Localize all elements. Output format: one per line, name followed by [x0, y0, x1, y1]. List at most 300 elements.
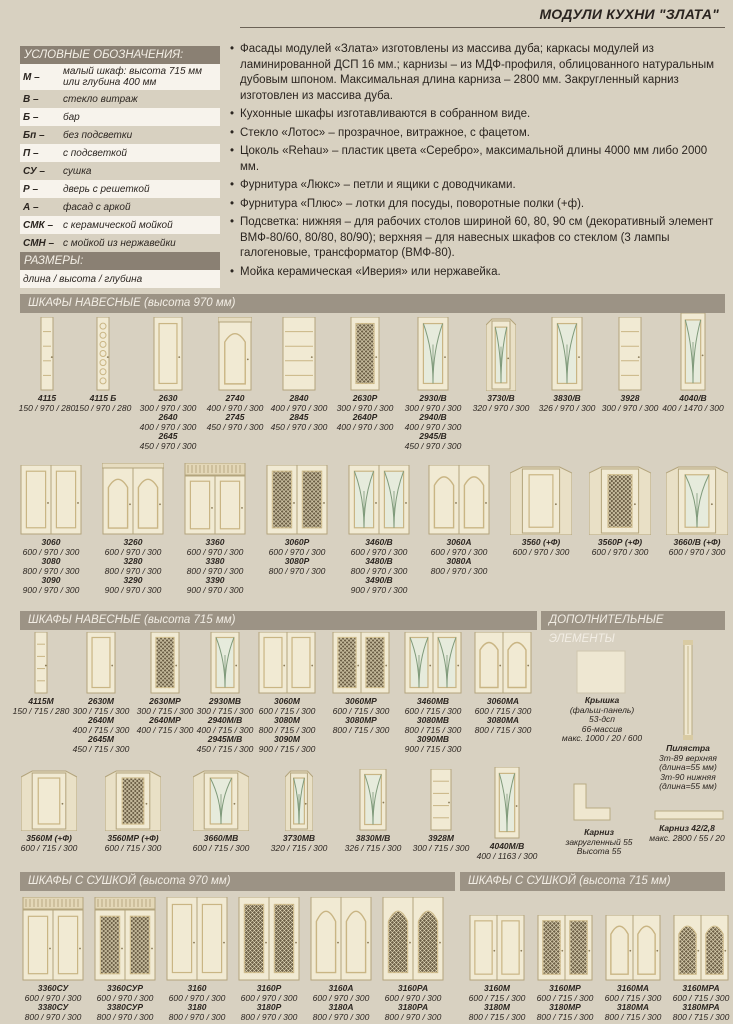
cabinet-drawing [469, 915, 525, 981]
cabinet-drawing [474, 632, 532, 694]
item-size: 600 / 970 / 300 [668, 546, 726, 557]
item-size: 400 / 715 / 300 [136, 724, 194, 735]
bullet-icon: • [230, 265, 235, 278]
cabinet-drawing [102, 463, 164, 535]
item-size: 600 / 970 / 300 [312, 992, 370, 1003]
cabinet-item [326, 633, 396, 735]
cabinet-item [398, 316, 468, 451]
item-size: 150 / 715 / 280 [12, 705, 70, 716]
cabinet-drawing [551, 317, 583, 391]
item-size: 400 / 1163 / 300 [476, 850, 538, 861]
item-code: 3460МВ [416, 696, 450, 706]
cabinet-item [424, 462, 494, 576]
item-size: 800 / 970 / 300 [268, 565, 326, 576]
cabinet-drawing [605, 915, 661, 981]
item-size: 800 / 715 / 300 [404, 724, 462, 735]
karniz42-caption [644, 824, 730, 843]
item-code: 2630Р [352, 393, 378, 403]
cabinet-drawing [153, 317, 183, 391]
legend-text: с мойкой из нержавейки [63, 237, 176, 249]
item-size: 600 / 970 / 300 [240, 992, 298, 1003]
item-size: 600 / 970 / 300 [168, 992, 226, 1003]
item-size: 300 / 970 / 300 [336, 402, 394, 413]
item-code: 3830М/В [355, 833, 391, 843]
item-code: 4115М [28, 696, 54, 706]
item-code: 3060 [41, 537, 61, 547]
item-code: 2630 [158, 393, 178, 403]
item-size: 600 / 970 / 300 [96, 992, 154, 1003]
item-size: 800 / 715 / 300 [258, 724, 316, 735]
kryshka-caption [554, 696, 650, 744]
item-code: 2930/В [419, 393, 447, 403]
item-size: 800 / 970 / 300 [168, 1011, 226, 1022]
item-code: 3060Р [284, 537, 310, 547]
corner-cabinet-drawing [193, 769, 249, 831]
item-size: 600 / 715 / 300 [192, 842, 250, 853]
item-code: 2845 [289, 412, 309, 422]
legend-row [20, 126, 220, 144]
corner-cabinet-drawing [285, 769, 313, 831]
section-hanging-715: ШКАФЫ НАВЕСНЫЕ (высота 715 мм) [20, 611, 537, 630]
item-size: 800 / 715 / 300 [468, 1011, 526, 1022]
pilyastra-shape [682, 640, 694, 740]
item-code: 3480/В [365, 556, 393, 566]
cabinet-item [530, 894, 600, 1022]
row-drying [20, 894, 730, 1022]
item-code: 3160 [187, 983, 207, 993]
note-text: Подсветка: нижняя – для рабочих столов шириной 60, 80, 90 см (декоративный элемент ВМФ-80/60, 80/80, 80/90); верхняя – для навесных шкафов со стеклом (3 лампы галогеновые, трансформатор (ВМФ-80). [240, 216, 714, 259]
item-code: 2940М/В [207, 715, 243, 725]
cabinet-item [344, 462, 414, 595]
cabinet-item [472, 770, 542, 861]
legend-row [20, 198, 220, 216]
row-hanging-970-b [10, 462, 730, 612]
cabinet-drawing [430, 769, 452, 831]
item-code: 3280 [123, 556, 143, 566]
row-hanging-715-b [14, 770, 538, 870]
extra-caption-line: (длина=55 мм) [659, 762, 717, 772]
item-size: 300 / 715 / 300 [72, 705, 130, 716]
cabinet-item [190, 633, 260, 754]
item-code: 3080 [41, 556, 61, 566]
cabinet-item [186, 770, 256, 853]
item-size: 300 / 970 / 300 [139, 402, 197, 413]
item-size: 600 / 970 / 300 [350, 546, 408, 557]
cabinet-item [330, 316, 400, 432]
note-text: Цоколь «Rehau» – пластик цвета «Серебро», максимальной длины 4000 мм либо 2000 мм. [240, 145, 708, 173]
corner-cabinet-drawing [21, 769, 77, 831]
legend-text: стекло витраж [63, 93, 138, 105]
item-size: 600 / 970 / 300 [268, 546, 326, 557]
item-code: 3360СУР [106, 983, 144, 993]
bullet-icon: • [230, 216, 235, 228]
section-drying-970: ШКАФЫ С СУШКОЙ (высота 970 мм) [20, 872, 455, 891]
item-code: 2840 [289, 393, 309, 403]
item-code: 3160МРА [682, 983, 720, 993]
item-code: 2630МР [149, 696, 181, 706]
note-text: Фурнитура «Люкс» – петли и ящики с доводчиками. [240, 179, 516, 191]
item-code: 3080Р [284, 556, 310, 566]
item-size: 900 / 970 / 300 [186, 584, 244, 595]
karniz55-shape [570, 780, 614, 824]
item-code: 2640М [88, 715, 114, 725]
item-code: 2645 [158, 431, 178, 441]
extra-caption-line: (длина=55 мм) [659, 781, 717, 791]
item-code: 2740 [225, 393, 245, 403]
item-size: 400 / 1470 / 300 [662, 402, 724, 413]
item-size: 800 / 970 / 300 [350, 565, 408, 576]
cabinet-item [16, 462, 86, 595]
item-size: 600 / 970 / 300 [591, 546, 649, 557]
cabinet-item [14, 770, 84, 853]
item-code: 3090М [274, 734, 300, 744]
section-drying-715: ШКАФЫ С СУШКОЙ (высота 715 мм) [460, 872, 725, 891]
note-item [230, 197, 725, 213]
item-code: 3160М [484, 983, 510, 993]
section-hanging-970: ШКАФЫ НАВЕСНЫЕ (высота 970 мм) [20, 294, 725, 313]
item-code: 3180МР [549, 1002, 581, 1012]
extra-caption-line: Высота 55 [576, 846, 622, 856]
section-extra-elements: ДОПОЛНИТЕЛЬНЫЕ ЭЛЕМЕНТЫ [541, 611, 725, 630]
cabinet-drawing [350, 317, 380, 391]
item-size: 600 / 715 / 300 [104, 842, 162, 853]
item-size: 320 / 970 / 300 [472, 402, 530, 413]
cabinet-drawing [359, 769, 387, 831]
cabinet-drawing [150, 632, 180, 694]
item-code: 3260 [123, 537, 143, 547]
item-size: 600 / 715 / 300 [474, 705, 532, 716]
item-code: 3160РА [397, 983, 429, 993]
extra-caption-line: макс. 2800 / 55 / 20 [649, 832, 725, 843]
item-code: 2945М/В [207, 734, 243, 744]
legend-row [20, 234, 220, 252]
note-item [230, 265, 725, 281]
item-size: 450 / 715 / 300 [196, 743, 254, 754]
item-size: 900 / 715 / 300 [258, 743, 316, 754]
legend-row [20, 64, 220, 90]
item-code: 2940/В [419, 412, 447, 422]
note-text: Стекло «Лотос» – прозрачное, витражное, с фацетом. [240, 126, 530, 139]
item-size: 800 / 970 / 300 [384, 1011, 442, 1022]
item-size: 150 / 970 / 280 [18, 402, 76, 413]
cabinet-drawing [680, 313, 706, 391]
cabinet-item [200, 316, 270, 432]
item-size: 450 / 970 / 300 [404, 440, 462, 451]
item-size: 300 / 715 / 300 [196, 705, 254, 716]
item-code: 3090МВ [416, 734, 450, 744]
cabinet-drawing [382, 897, 444, 981]
extra-caption-line: Пилястра [666, 743, 710, 753]
item-code: 3360СУ [37, 983, 69, 993]
legend-rows [20, 64, 220, 252]
legend-text: фасад с аркой [63, 201, 131, 213]
item-size: 800 / 715 / 300 [332, 724, 390, 735]
cabinet-item [666, 894, 733, 1022]
corner-cabinet-drawing [666, 465, 728, 535]
item-code: 3380СУР [106, 1002, 144, 1012]
legend-text: сушка [63, 165, 92, 177]
legend-code: М – [23, 71, 40, 83]
legend-text: с керамической мойкой [63, 219, 173, 231]
cabinet-drawing [210, 632, 240, 694]
item-code: 3080МА [486, 715, 520, 725]
item-code: 2745 [225, 412, 245, 422]
legend-code: А – [23, 201, 39, 213]
item-size: 600 / 715 / 300 [468, 992, 526, 1003]
item-code: 3180Р [256, 1002, 282, 1012]
note-item [230, 144, 725, 175]
item-code: 3060МА [486, 696, 520, 706]
item-size: 600 / 715 / 300 [404, 705, 462, 716]
item-size: 400 / 970 / 300 [139, 421, 197, 432]
item-code: 3080А [446, 556, 472, 566]
cabinet-item [398, 633, 468, 754]
item-size: 800 / 970 / 300 [104, 565, 162, 576]
item-code: 3360 [205, 537, 225, 547]
cabinet-drawing [417, 317, 449, 391]
extra-caption-line: закругленный 55 [565, 836, 633, 847]
item-size: 800 / 970 / 300 [22, 565, 80, 576]
cabinet-item [98, 770, 168, 853]
item-size: 800 / 970 / 300 [430, 565, 488, 576]
cabinet-item [98, 462, 168, 595]
bullet-icon: • [230, 43, 235, 55]
cabinet-item [66, 633, 136, 754]
item-size: 600 / 970 / 300 [24, 992, 82, 1003]
item-size: 600 / 715 / 300 [604, 992, 662, 1003]
cabinet-item [18, 894, 88, 1022]
item-code: 2640МР [149, 715, 181, 725]
title-divider [240, 27, 725, 28]
cabinet-drawing [86, 632, 116, 694]
item-size: 800 / 970 / 300 [96, 1011, 154, 1022]
note-item [230, 178, 725, 194]
item-size: 600 / 970 / 300 [430, 546, 488, 557]
extra-caption-line: 66-массив [581, 723, 623, 734]
cabinet-drawing [537, 915, 593, 981]
item-code: 3180МРА [682, 1002, 720, 1012]
corner-cabinet-drawing [486, 317, 516, 391]
item-size: 800 / 715 / 300 [672, 1011, 730, 1022]
item-size: 326 / 715 / 300 [344, 842, 402, 853]
extra-elements [550, 640, 730, 870]
item-size: 900 / 715 / 300 [404, 743, 462, 754]
cabinet-drawing [166, 897, 228, 981]
item-code: 2930МВ [208, 696, 242, 706]
legend-heading: УСЛОВНЫЕ ОБОЗНАЧЕНИЯ: [20, 46, 220, 64]
cabinet-drawing [218, 317, 252, 391]
item-code: 4040/В [679, 393, 707, 403]
item-code: 3160МА [616, 983, 650, 993]
legend-row [20, 162, 220, 180]
item-code: 2630М [88, 696, 114, 706]
cabinet-item [406, 770, 476, 853]
item-size: 600 / 970 / 300 [186, 546, 244, 557]
item-code: 3160Р [256, 983, 282, 993]
cabinet-drawing [40, 317, 54, 391]
legend-code: В – [23, 93, 39, 105]
cabinet-drawing [404, 632, 462, 694]
item-code: 3560 (+Ф) [521, 537, 561, 547]
cabinet-drawing [266, 465, 328, 535]
item-size: 800 / 715 / 300 [536, 1011, 594, 1022]
cabinet-item [466, 316, 536, 413]
bullet-icon: • [230, 145, 235, 157]
item-code: 3080МВ [416, 715, 450, 725]
item-size: 900 / 970 / 300 [350, 584, 408, 595]
note-item [230, 215, 725, 262]
corner-cabinet-drawing [510, 465, 572, 535]
item-code: 3180А [328, 1002, 354, 1012]
cabinet-item [658, 316, 728, 413]
cabinet-drawing [238, 897, 300, 981]
item-code: 3180МА [616, 1002, 650, 1012]
legend-row [20, 90, 220, 108]
item-code: 3290 [123, 575, 143, 585]
cabinet-item [598, 894, 668, 1022]
cabinet-drawing [618, 317, 642, 391]
corner-cabinet-drawing [589, 465, 651, 535]
legend-text: без подсветки [63, 129, 133, 141]
note-item [230, 126, 725, 142]
cabinet-item [162, 894, 232, 1022]
item-size: 400 / 970 / 300 [404, 421, 462, 432]
item-size: 300 / 715 / 300 [136, 705, 194, 716]
item-code: 3060МР [345, 696, 377, 706]
item-size: 320 / 715 / 300 [270, 842, 328, 853]
bullet-icon: • [230, 126, 235, 139]
item-code: 3380СУ [37, 1002, 69, 1012]
legend-code: Р – [23, 183, 39, 195]
legend-code: Б – [23, 111, 39, 123]
item-code: 3060М [274, 696, 300, 706]
cabinet-item [585, 462, 655, 557]
cabinet-item [532, 316, 602, 413]
karniz55-caption [556, 828, 642, 857]
cabinet-item [378, 894, 448, 1022]
note-item [230, 107, 725, 123]
item-code: 3390 [205, 575, 225, 585]
item-size: 400 / 970 / 300 [206, 402, 264, 413]
legend-row [20, 144, 220, 162]
item-size: 450 / 970 / 300 [139, 440, 197, 451]
item-code: 3060А [446, 537, 472, 547]
cabinet-drawing [34, 632, 48, 694]
item-code: 3660/МВ [203, 833, 239, 843]
note-text: Фурнитура «Плюс» – лотки для посуды, поворотные полки (+ф). [240, 197, 585, 210]
item-code: 3560Р (+Ф) [597, 537, 643, 547]
cabinet-item [338, 770, 408, 853]
item-size: 400 / 715 / 300 [196, 724, 254, 735]
item-code: 2945/В [419, 431, 447, 441]
sizes-text: длина / высота / глубина [23, 273, 143, 285]
extra-caption-line: (фальш-панель) [569, 704, 635, 715]
extra-caption-line: 3т-90 нижняя [660, 771, 716, 782]
sizes-text-row [20, 270, 220, 288]
extra-caption-line: макс. 1000 / 20 / 600 [561, 733, 643, 743]
cabinet-drawing [494, 767, 520, 839]
cabinet-drawing [94, 897, 156, 981]
cabinet-item [264, 316, 334, 432]
item-size: 450 / 715 / 300 [72, 743, 130, 754]
item-code: 3660/В (+Ф) [673, 537, 721, 547]
kryshka-panel [576, 650, 626, 694]
item-size: 300 / 715 / 300 [412, 842, 470, 853]
cabinet-item [133, 316, 203, 451]
cabinet-drawing [22, 897, 84, 981]
item-size: 150 / 970 / 280 [74, 402, 132, 413]
item-code: 3928М [428, 833, 454, 843]
legend-code: Бп – [23, 129, 45, 141]
item-size: 600 / 715 / 300 [258, 705, 316, 716]
item-size: 800 / 715 / 300 [604, 1011, 662, 1022]
pilyastra-caption [648, 744, 728, 792]
item-code: 3380 [205, 556, 225, 566]
cabinet-item [234, 894, 304, 1022]
karniz42-shape [654, 808, 724, 822]
item-size: 400 / 715 / 300 [72, 724, 130, 735]
cabinet-drawing [184, 463, 246, 535]
corner-cabinet-drawing [105, 769, 161, 831]
cabinet-item [462, 894, 532, 1022]
sizes-heading: РАЗМЕРЫ: [20, 252, 220, 270]
item-code: 3080М [274, 715, 300, 725]
cabinet-item [595, 316, 665, 413]
item-size: 800 / 970 / 300 [240, 1011, 298, 1022]
cabinet-drawing [96, 317, 110, 391]
bullet-icon: • [230, 108, 235, 120]
item-size: 900 / 970 / 300 [104, 584, 162, 595]
note-text: Кухонные шкафы изготавливаются в собранном виде. [240, 108, 531, 120]
item-code: 3830/В [553, 393, 581, 403]
note-text: Мойка керамическая «Иверия» или нержавейка. [240, 265, 501, 278]
notes-list [230, 42, 725, 283]
cabinet-item [662, 462, 732, 557]
row-hanging-715-a [12, 633, 540, 768]
legend-code: СМН – [23, 237, 55, 249]
item-code: 3160А [328, 983, 354, 993]
cabinet-item [262, 462, 332, 576]
extra-caption-line: Крышка [584, 695, 620, 705]
item-code: 3490/В [365, 575, 393, 585]
legend-text: малый шкаф: высота 715 мм или глубина 400 мм [63, 66, 203, 88]
item-size: 800 / 970 / 300 [24, 1011, 82, 1022]
cabinet-item [180, 462, 250, 595]
bullet-icon: • [230, 197, 235, 210]
item-size: 600 / 970 / 300 [512, 546, 570, 557]
item-size: 600 / 970 / 300 [384, 992, 442, 1003]
legend-row [20, 180, 220, 198]
cabinet-drawing [282, 317, 316, 391]
item-code: 4115 Б [89, 393, 117, 403]
cabinet-drawing [20, 465, 82, 535]
item-size: 400 / 970 / 300 [336, 421, 394, 432]
item-code: 3180М [484, 1002, 510, 1012]
legend-text: бар [63, 111, 80, 123]
item-code: 3180РА [397, 1002, 429, 1012]
item-code: 4115 [37, 393, 57, 403]
note-item [230, 42, 725, 104]
item-size: 800 / 970 / 300 [186, 565, 244, 576]
item-size: 600 / 970 / 300 [104, 546, 162, 557]
item-size: 900 / 970 / 300 [22, 584, 80, 595]
item-size: 600 / 715 / 300 [672, 992, 730, 1003]
extra-caption-line: Карниз [584, 827, 614, 837]
item-size: 800 / 715 / 300 [474, 724, 532, 735]
cabinet-drawing [673, 915, 729, 981]
item-code: 2645М [88, 734, 114, 744]
legend-code: П – [23, 147, 39, 159]
